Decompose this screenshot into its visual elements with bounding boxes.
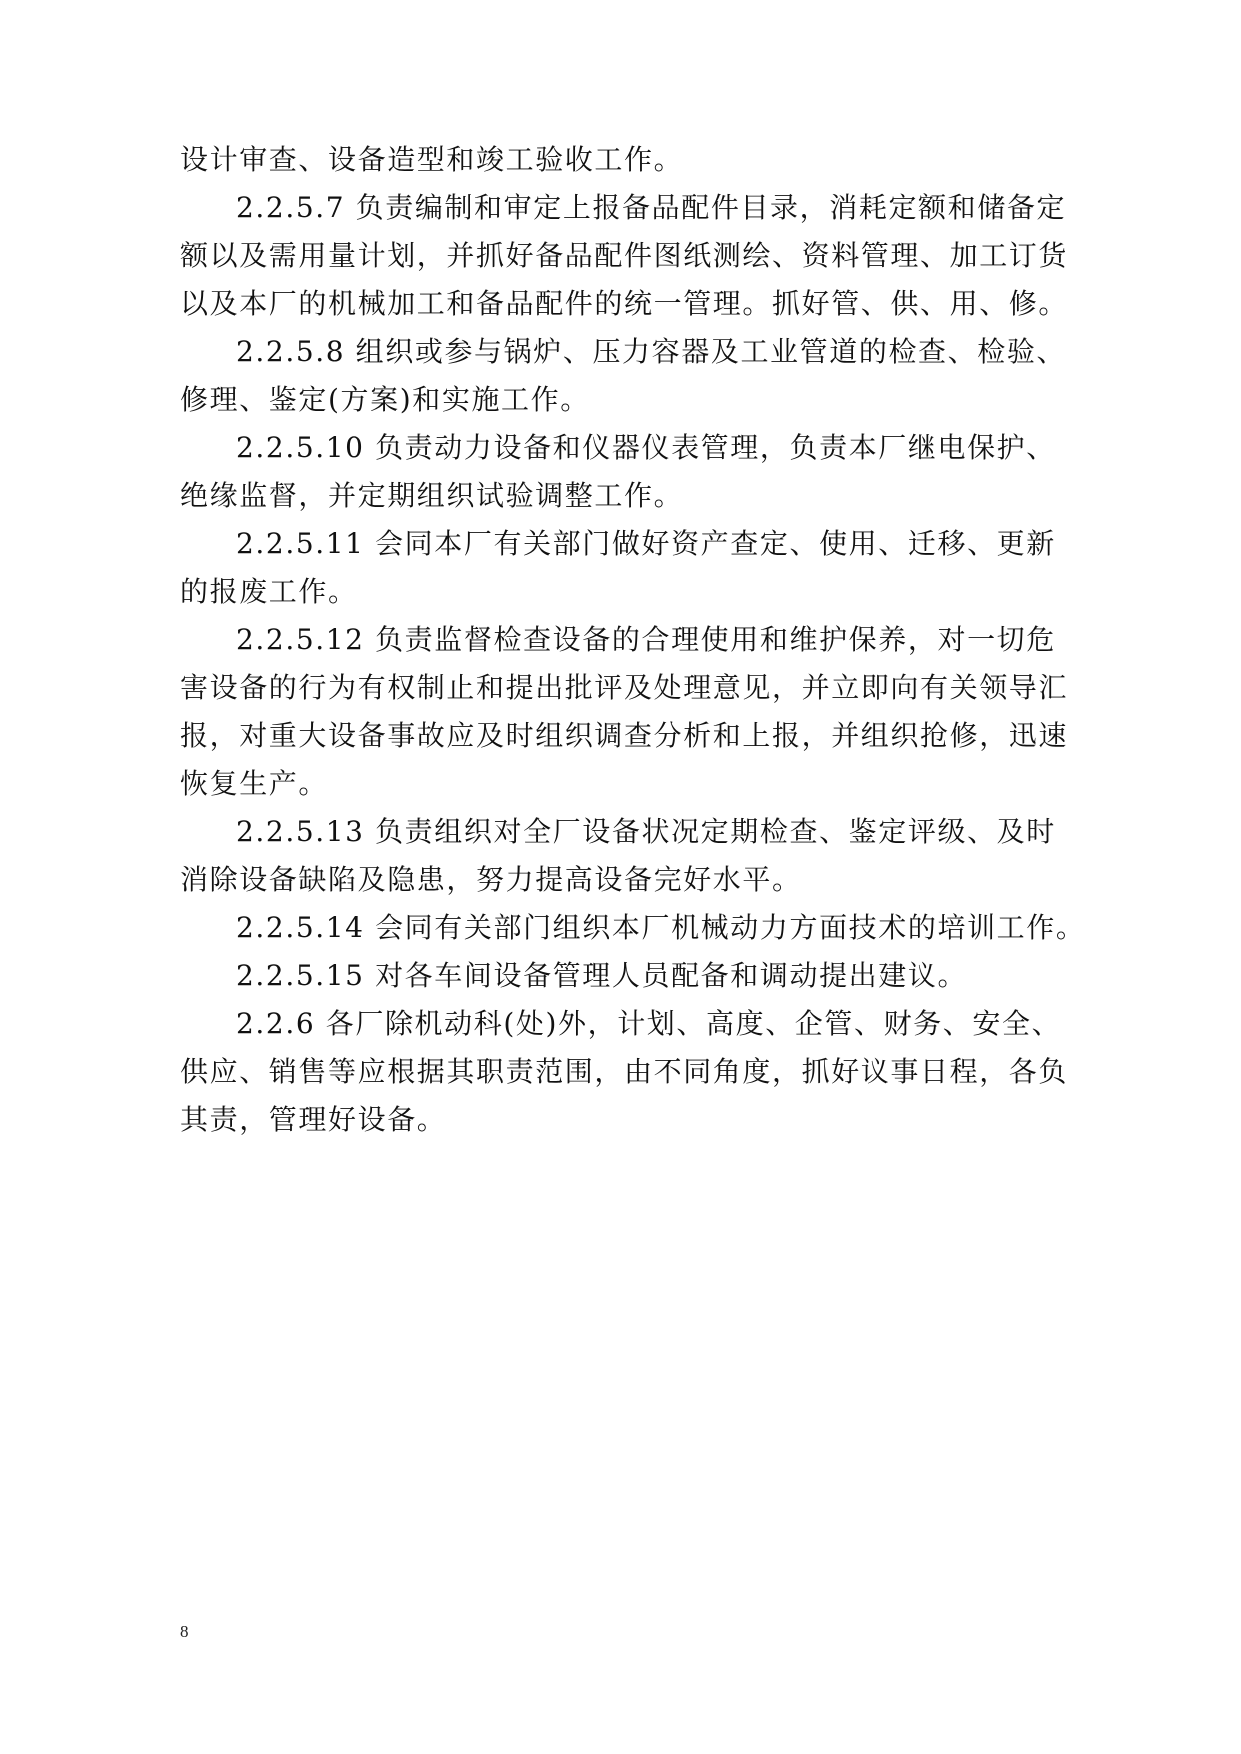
text-line: 2.2.5.11 会同本厂有关部门做好资产查定、使用、迁移、更新 — [236, 527, 1056, 560]
text-line: 2.2.5.12 负责监督检查设备的合理使用和维护保养，对一切危 — [236, 623, 1056, 656]
text-line: 恢复生产。 — [180, 767, 329, 800]
text-line: 设计审查、设备造型和竣工验收工作。 — [180, 143, 684, 176]
text-line: 绝缘监督，并定期组织试验调整工作。 — [180, 479, 684, 512]
text-line: 额以及需用量计划，并抓好备品配件图纸测绘、资料管理、加工订货 — [180, 239, 1069, 272]
text-line: 2.2.5.13 负责组织对全厂设备状况定期检查、鉴定评级、及时 — [236, 815, 1056, 848]
text-line: 的报废工作。 — [180, 575, 358, 608]
text-line: 修理、鉴定(方案)和实施工作。 — [180, 383, 590, 416]
text-line: 2.2.5.8 组织或参与锅炉、压力容器及工业管道的检查、检验、 — [236, 335, 1067, 368]
text-line: 以及本厂的机械加工和备品配件的统一管理。抓好管、供、用、修。 — [180, 287, 1069, 320]
text-line: 2.2.5.7 负责编制和审定上报备品配件目录，消耗定额和储备定 — [236, 191, 1067, 224]
text-line: 2.2.5.14 会同有关部门组织本厂机械动力方面技术的培训工作。 — [236, 911, 1086, 944]
text-line: 2.2.6 各厂除机动科(处)外，计划、高度、企管、财务、安全、 — [236, 1007, 1062, 1040]
text-line: 2.2.5.10 负责动力设备和仪器仪表管理，负责本厂继电保护、 — [236, 431, 1056, 464]
text-line: 供应、销售等应根据其职责范围，由不同角度，抓好议事日程，各负 — [180, 1055, 1069, 1088]
text-line: 2.2.5.15 对各车间设备管理人员配备和调动提出建议。 — [236, 959, 968, 992]
text-line: 消除设备缺陷及隐患，努力提高设备完好水平。 — [180, 863, 802, 896]
text-line: 其责，管理好设备。 — [180, 1103, 447, 1136]
text-line: 报，对重大设备事故应及时组织调查分析和上报，并组织抢修，迅速 — [180, 719, 1069, 752]
text-line: 害设备的行为有权制止和提出批评及处理意见，并立即向有关领导汇 — [180, 671, 1069, 704]
page-number: 8 — [180, 1622, 189, 1641]
